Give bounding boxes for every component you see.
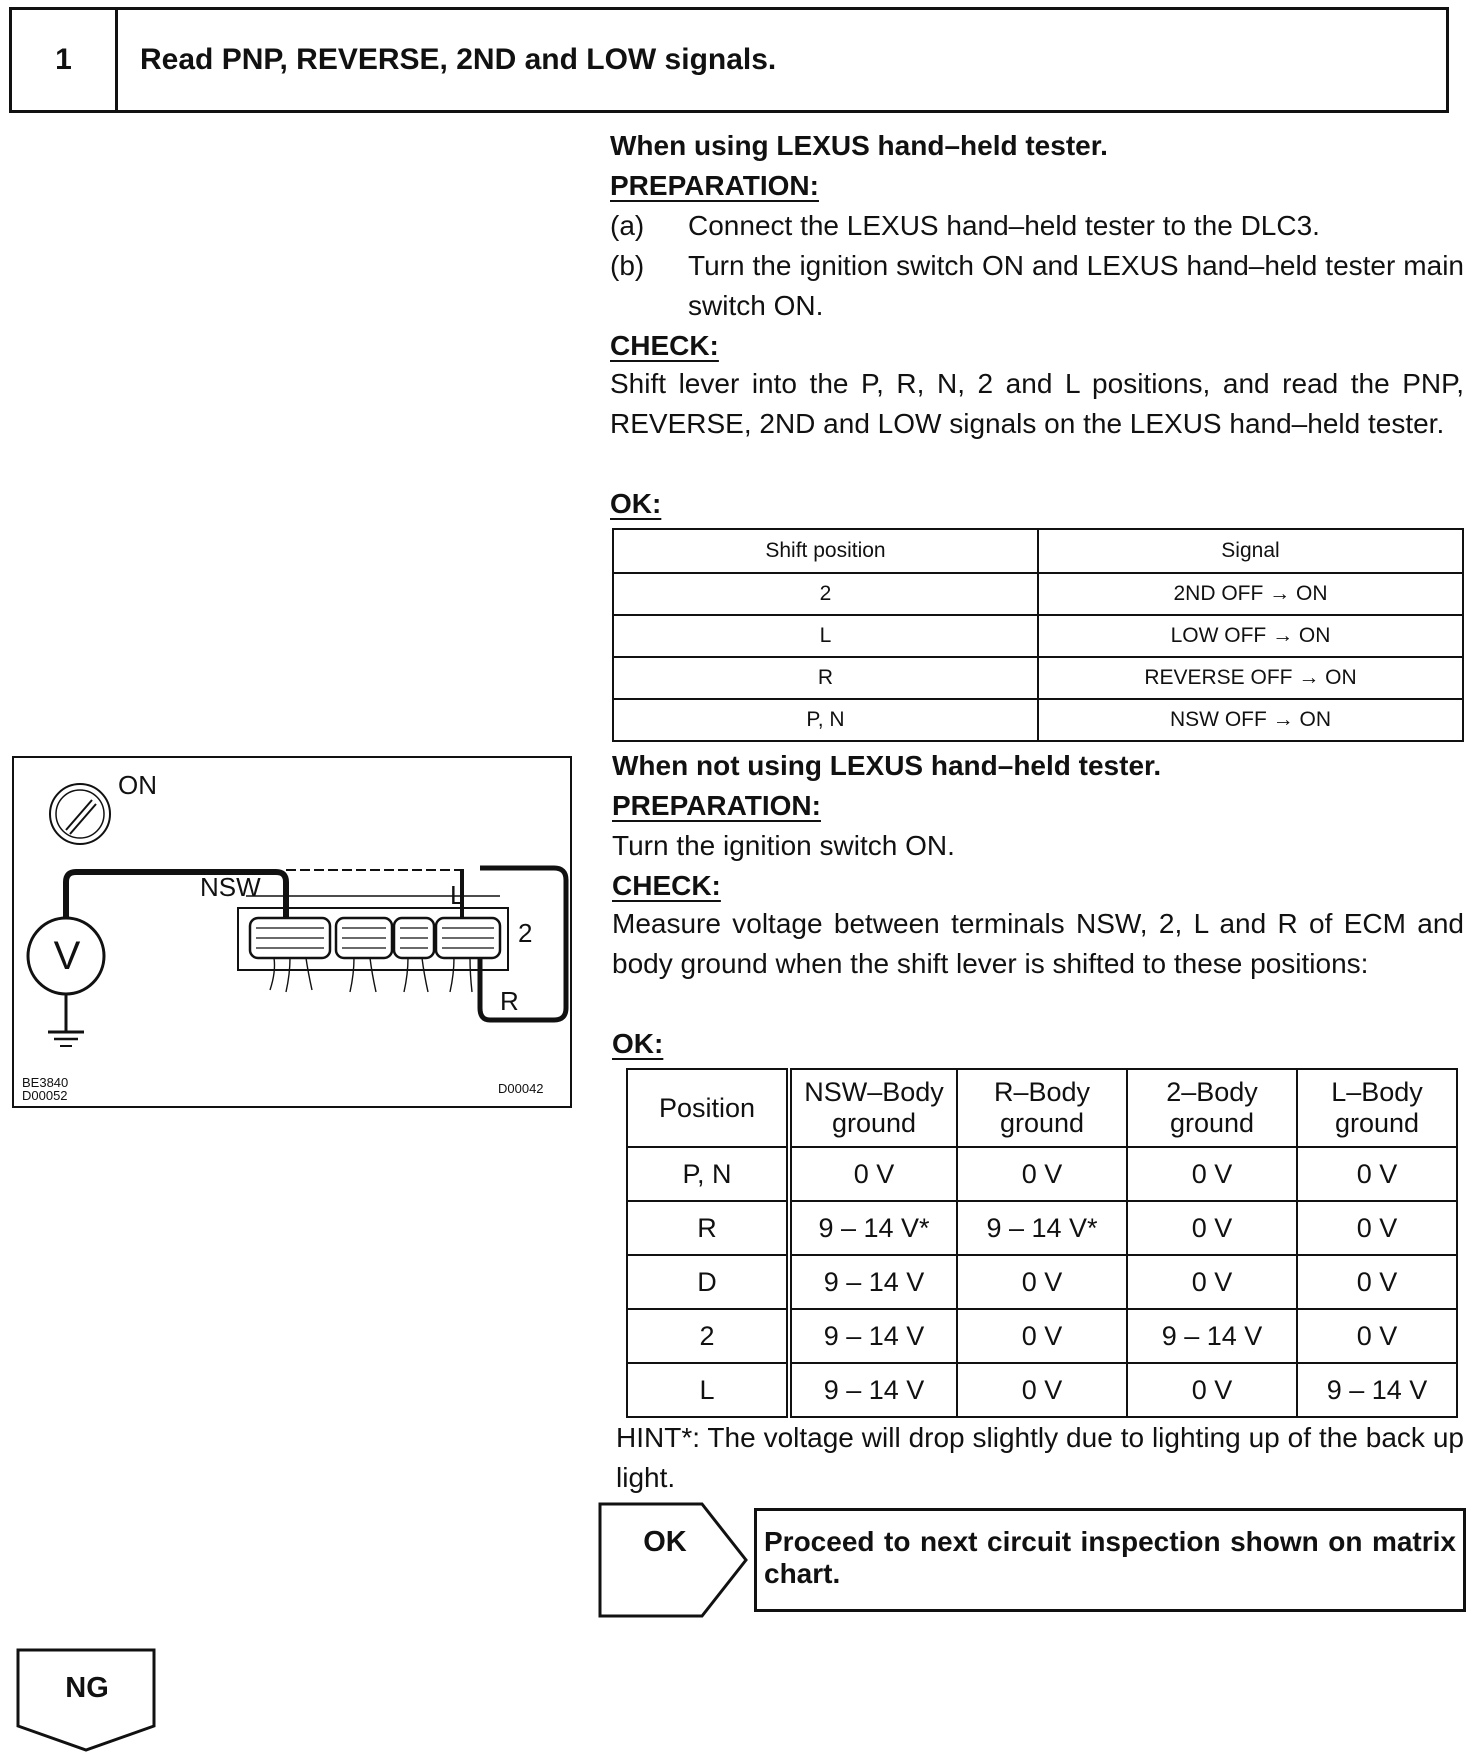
terminal-label-nsw: NSW [200, 872, 261, 902]
ng-label: NG [65, 1672, 109, 1704]
ecm-connector [238, 896, 508, 992]
terminal-label-r: R [500, 986, 519, 1016]
ok-result-text: Proceed to next circuit inspection shown on matrix chart. [764, 1526, 1456, 1589]
no-tester-ok-label: OK: [612, 1028, 664, 1059]
table-cell: 2ND OFF → ON [1038, 573, 1463, 615]
table-cell: REVERSE OFF → ON [1038, 657, 1463, 699]
table-row [627, 1363, 1457, 1417]
table-cell: P, N [613, 699, 1038, 741]
table-header-cell: Signal [1038, 529, 1463, 573]
table-cell: 0 V [1127, 1201, 1297, 1255]
ok-label: OK [643, 1526, 687, 1558]
table-cell: R [627, 1201, 789, 1255]
no-tester-preparation-label: PREPARATION: [612, 790, 821, 821]
table-header-cell: Position [627, 1069, 789, 1147]
step-number: 1 [12, 10, 118, 110]
voltmeter-label: V [53, 934, 81, 978]
diagram-ref-code: D00052 [22, 1088, 68, 1103]
step-header [9, 7, 1449, 113]
table-header-row [627, 1069, 1457, 1147]
table-cell: 0 V [1297, 1201, 1457, 1255]
table-cell: 0 V [1297, 1309, 1457, 1363]
table-cell: 9 – 14 V [789, 1309, 957, 1363]
table-cell: 9 – 14 V [789, 1363, 957, 1417]
table-header-cell: R–Body ground [957, 1069, 1127, 1147]
table-cell: 0 V [1127, 1363, 1297, 1417]
table-cell: 9 – 14 V* [957, 1201, 1127, 1255]
table-cell: 2 [627, 1309, 789, 1363]
table-cell: D [627, 1255, 789, 1309]
diagram-svg [14, 758, 570, 1106]
table-cell: 0 V [957, 1147, 1127, 1201]
tester-ok-label: OK: [610, 488, 662, 519]
tester-check-text: Shift lever into the P, R, N, 2 and L positions, and read the PNP, REVERSE, 2ND and LOW signals on the LEXUS hand–held tester. [610, 368, 1464, 439]
table-header-row [613, 529, 1463, 573]
table-row [613, 573, 1463, 615]
ok-arrow-box [598, 1502, 752, 1618]
step-title: Read PNP, REVERSE, 2ND and LOW signals. [140, 43, 777, 76]
table-cell: NSW OFF → ON [1038, 699, 1463, 741]
tester-step-b-text: Turn the ignition switch ON and LEXUS hand–held tester main switch ON. [688, 250, 1464, 321]
table-cell: 9 – 14 V [1127, 1309, 1297, 1363]
signal-table [612, 528, 1464, 742]
table-cell: P, N [627, 1147, 789, 1201]
table-row [627, 1309, 1457, 1363]
diagram-on-label: ON [118, 770, 157, 800]
table-cell: 0 V [1127, 1147, 1297, 1201]
table-row [627, 1255, 1457, 1309]
tester-step-b-marker: (b) [610, 250, 645, 281]
table-cell: R [613, 657, 1038, 699]
table-cell: L [627, 1363, 789, 1417]
tester-step-a-marker: (a) [610, 210, 645, 241]
table-row [613, 657, 1463, 699]
table-cell: 0 V [1297, 1147, 1457, 1201]
table-cell: 0 V [957, 1363, 1127, 1417]
table-row [613, 699, 1463, 741]
no-tester-heading: When not using LEXUS hand–held tester. [612, 750, 1162, 781]
table-cell: 9 – 14 V [1297, 1363, 1457, 1417]
table-row [613, 615, 1463, 657]
table-cell: L [613, 615, 1038, 657]
no-tester-check-text: Measure voltage between terminals NSW, 2, L and R of ECM and body ground when the shift lever is shifted to these positions: [612, 908, 1464, 979]
table-row [627, 1147, 1457, 1201]
table-cell: 0 V [1297, 1255, 1457, 1309]
tester-heading: When using LEXUS hand–held tester. [610, 130, 1108, 161]
no-tester-preparation-text: Turn the ignition switch ON. [612, 830, 955, 861]
table-cell: 2 [613, 573, 1038, 615]
table-cell: 9 – 14 V* [789, 1201, 957, 1255]
tester-preparation-label: PREPARATION: [610, 170, 819, 201]
ignition-key-icon [50, 784, 110, 844]
hint-text: HINT*: The voltage will drop slightly due to lighting up of the back up light. [616, 1422, 1464, 1493]
table-cell: 0 V [957, 1255, 1127, 1309]
no-tester-check-label: CHECK: [612, 870, 721, 901]
table-header-cell: NSW–Body ground [789, 1069, 957, 1147]
voltage-table [626, 1068, 1458, 1418]
terminal-label-l: L [450, 880, 465, 910]
table-cell: 0 V [1127, 1255, 1297, 1309]
table-cell: LOW OFF → ON [1038, 615, 1463, 657]
table-header-cell: Shift position [613, 529, 1038, 573]
diagram-ref-code: BE3840 [22, 1075, 69, 1090]
table-cell: 0 V [789, 1147, 957, 1201]
tester-step-a-text: Connect the LEXUS hand–held tester to the DLC3. [688, 210, 1320, 241]
ecm-wiring-diagram [12, 756, 572, 1108]
table-header-cell: L–Body ground [1297, 1069, 1457, 1147]
table-cell: 9 – 14 V [789, 1255, 957, 1309]
terminal-label-2: 2 [518, 918, 533, 948]
diagram-ref-code-right: D00042 [498, 1081, 544, 1096]
table-cell: 0 V [957, 1309, 1127, 1363]
ground-icon [48, 994, 84, 1046]
table-row [627, 1201, 1457, 1255]
table-header-cell: 2–Body ground [1127, 1069, 1297, 1147]
tester-check-label: CHECK: [610, 330, 719, 361]
